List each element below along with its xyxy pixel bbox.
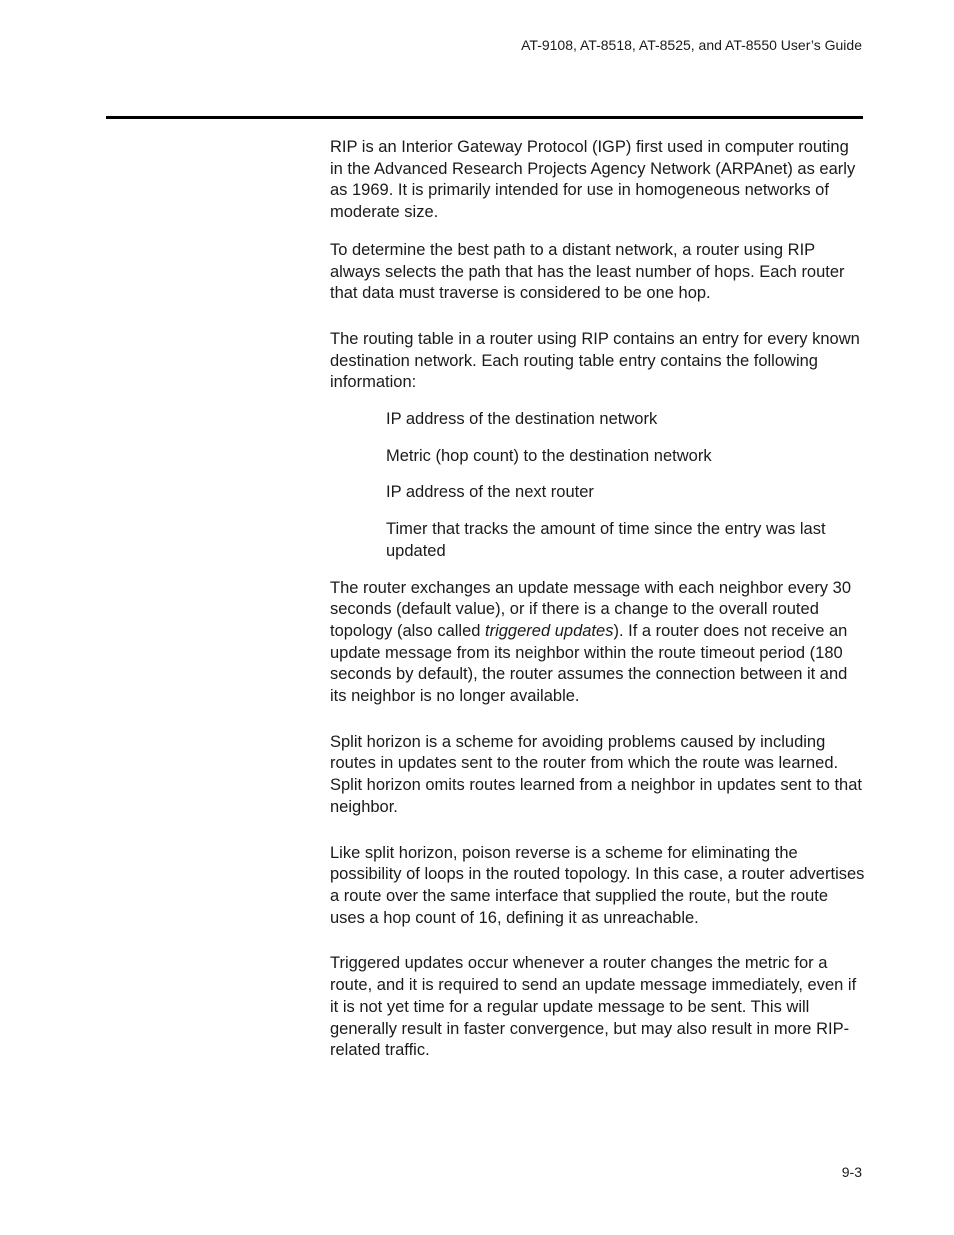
page-number: 9-3 <box>841 1164 862 1180</box>
update-text-start: The router exchanges an update message with each neighbor every 30 seconds (default value), or if there is a change to the overall routed topology (also called <box>330 578 851 640</box>
list-item: Metric (hop count) to the destination network <box>386 446 712 465</box>
page-content <box>330 137 865 1062</box>
header-rule <box>106 116 863 119</box>
paragraph-rip-overview: RIP is an Interior Gateway Protocol (IGP) first used in computer routing in the Advanced Research Projects Agency Network (ARPAnet) as early as 1969. It is primarily intended for use in homogeneous networks of moderate size. <box>330 138 856 222</box>
routing-entry-list <box>330 409 865 563</box>
triggered-updates-term: triggered updates <box>485 621 614 640</box>
running-header: AT-9108, AT-8518, AT-8525, and AT-8550 User’s Guide <box>521 37 862 53</box>
list-item: IP address of the next router <box>386 483 594 502</box>
list-item: IP address of the destination network <box>386 410 658 429</box>
paragraph-hop-count: To determine the best path to a distant network, a router using RIP always selects the path that has the least number of hops. Each router that data must traverse is considered to be one hop. <box>330 240 845 303</box>
list-item: Timer that tracks the amount of time since the entry was last updated <box>386 520 826 560</box>
paragraph-routing-table: The routing table in a router using RIP contains an entry for every known destination network. Each routing table entry contains the following information: <box>330 329 860 392</box>
paragraph-triggered-updates: Triggered updates occur whenever a router changes the metric for a route, and it is required to send an update message immediately, even if it is not yet time for a regular update message to be sent. This will generally result in faster convergence, but may also result in more RIP-related traffic. <box>330 954 857 1060</box>
paragraph-split-horizon: Split horizon is a scheme for avoiding problems caused by including routes in updates sent to the router from which the route was learned. Split horizon omits routes learned from a neighbor in updates sent to that neighbor. <box>330 732 862 816</box>
paragraph-update-messages <box>330 578 865 708</box>
paragraph-poison-reverse: Like split horizon, poison reverse is a scheme for eliminating the possibility of loops in the routed topology. In this case, a router advertises a route over the same interface that supplied the route, but the route uses a hop count of 16, defining it as unreachable. <box>330 843 865 927</box>
update-text-end: ). If a router does not receive an update message from its neighbor within the route timeout period (180 seconds by default), the router assumes the connection between it and its neighbor is no longer available. <box>330 621 848 706</box>
